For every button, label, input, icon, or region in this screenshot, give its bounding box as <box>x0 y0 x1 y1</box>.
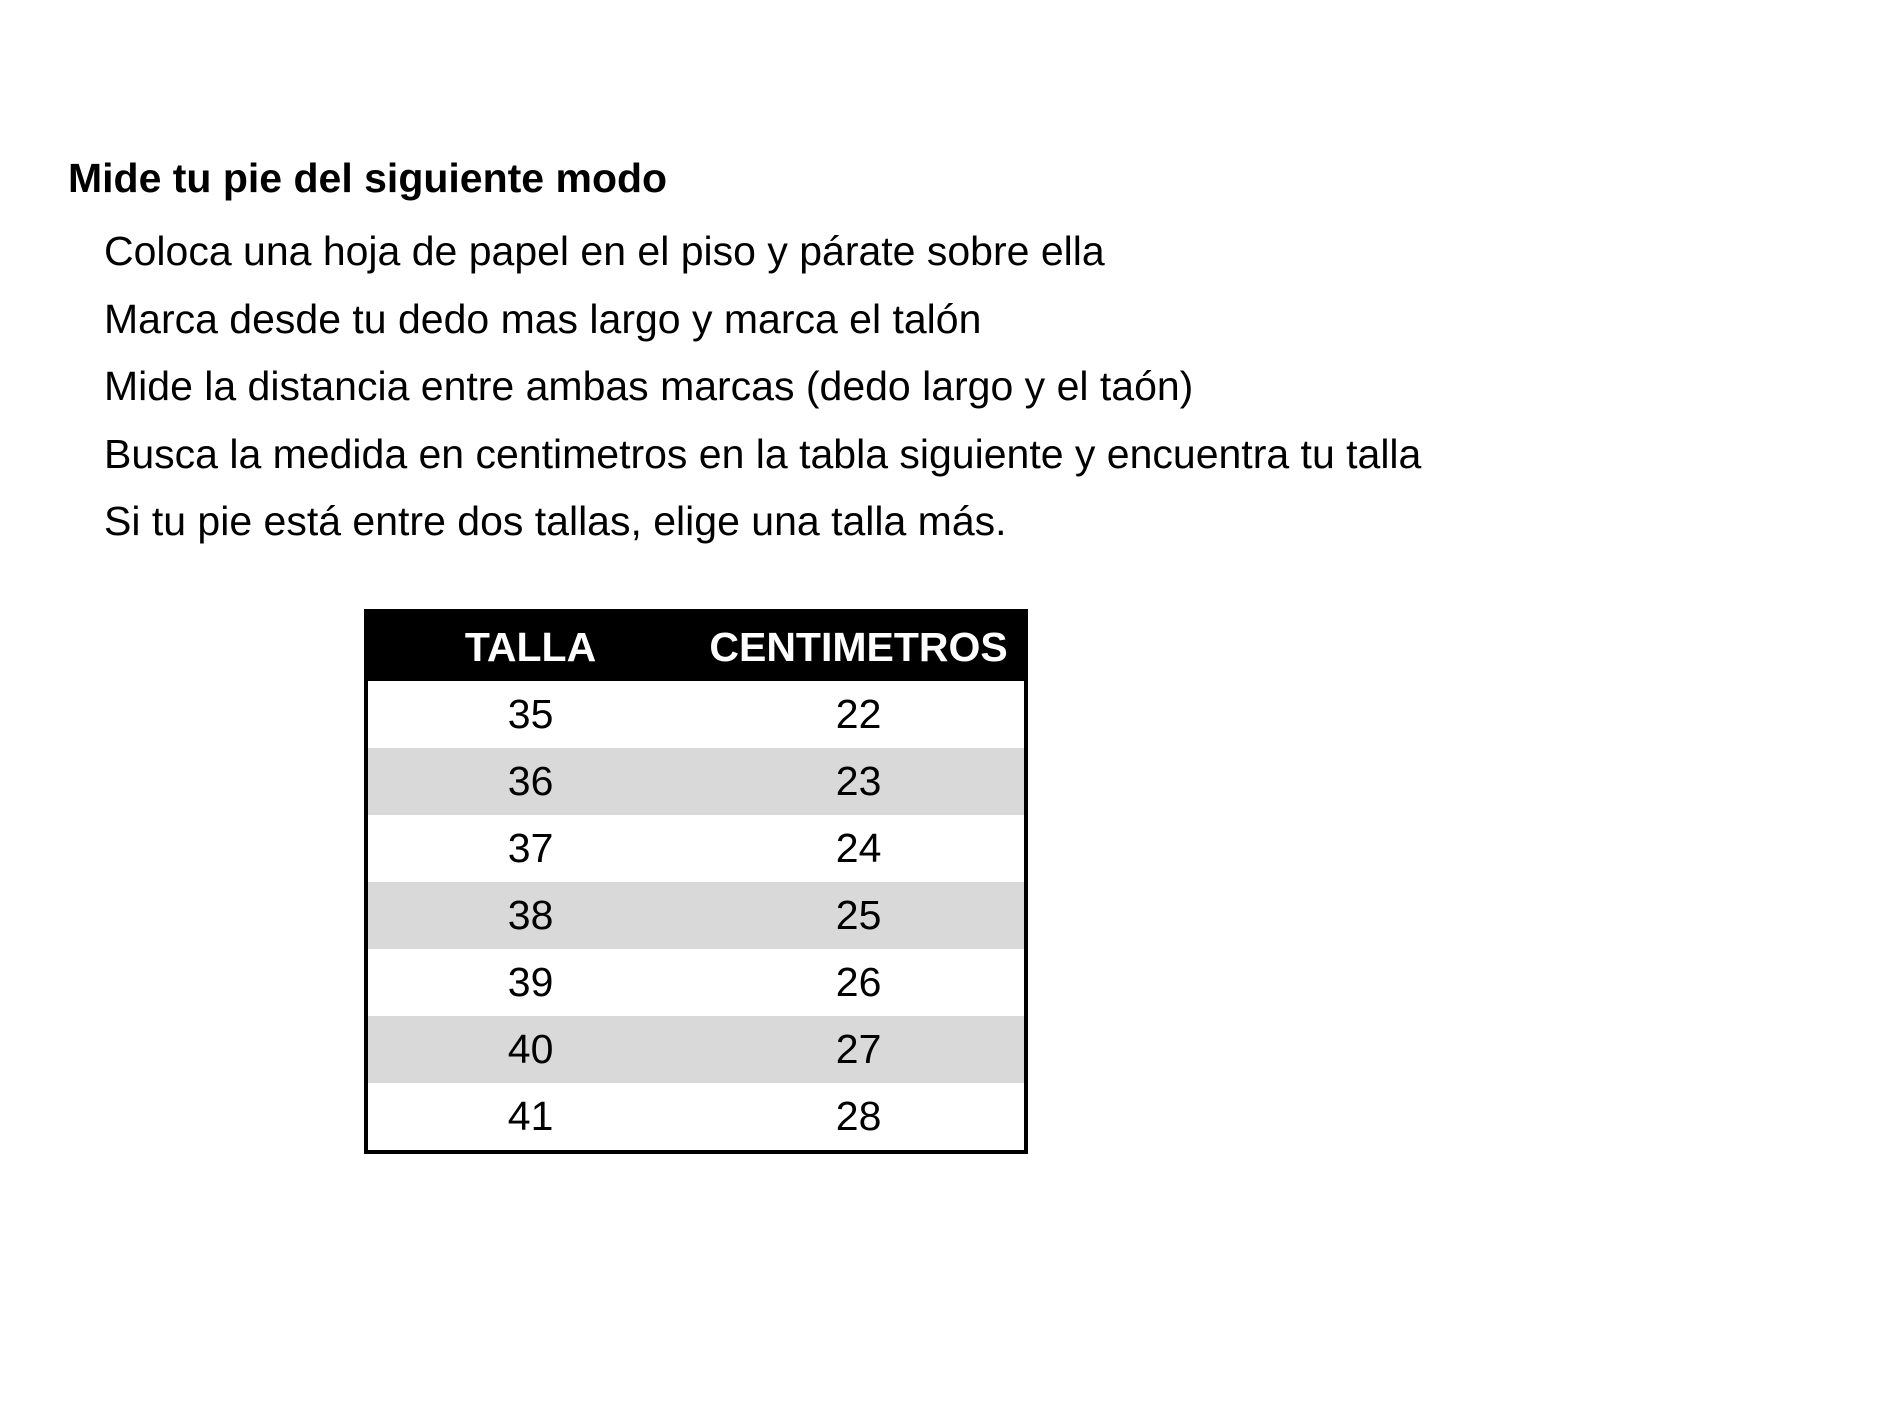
centimetros-cell: 24 <box>835 825 882 871</box>
instruction-step-2: Marca desde tu dedo mas largo y marca el talón <box>104 295 982 342</box>
size-table <box>364 609 1028 1154</box>
talla-cell: 39 <box>507 959 554 1005</box>
table-row <box>366 882 1026 949</box>
instruction-list <box>104 218 1421 556</box>
header-talla: TALLA <box>366 611 693 681</box>
talla-cell: 37 <box>507 825 554 871</box>
talla-cell: 36 <box>366 748 693 815</box>
centimetros-cell: 22 <box>835 691 882 737</box>
instruction-step-1: Coloca una hoja de papel en el piso y párate sobre ella <box>104 228 1105 274</box>
table-row <box>366 681 1026 748</box>
instruction-step-5: Si tu pie está entre dos tallas, elige una talla más. <box>104 498 1007 544</box>
table-row <box>366 949 1026 1016</box>
instruction-step-4: Busca la medida en centimetros en la tabla siguiente y encuentra tu talla <box>104 430 1422 477</box>
table-row <box>366 815 1026 882</box>
centimetros-cell: 23 <box>693 748 1026 815</box>
table-header-row <box>366 611 1026 681</box>
talla-cell: 35 <box>507 691 554 737</box>
centimetros-cell: 26 <box>835 959 882 1005</box>
instruction-step-3: Mide la distancia entre ambas marcas (dedo largo y el taón) <box>104 363 1194 409</box>
page-heading: Mide tu pie del siguiente modo <box>68 155 668 201</box>
centimetros-cell: 28 <box>835 1093 882 1139</box>
talla-cell: 40 <box>366 1016 693 1083</box>
centimetros-cell: 27 <box>693 1016 1026 1083</box>
table-row <box>366 748 1026 815</box>
table-row <box>366 1083 1026 1152</box>
talla-cell: 38 <box>366 882 693 949</box>
talla-cell: 41 <box>507 1093 554 1139</box>
header-centimetros: CENTIMETROS <box>693 611 1026 681</box>
centimetros-cell: 25 <box>693 882 1026 949</box>
table-row <box>366 1016 1026 1083</box>
